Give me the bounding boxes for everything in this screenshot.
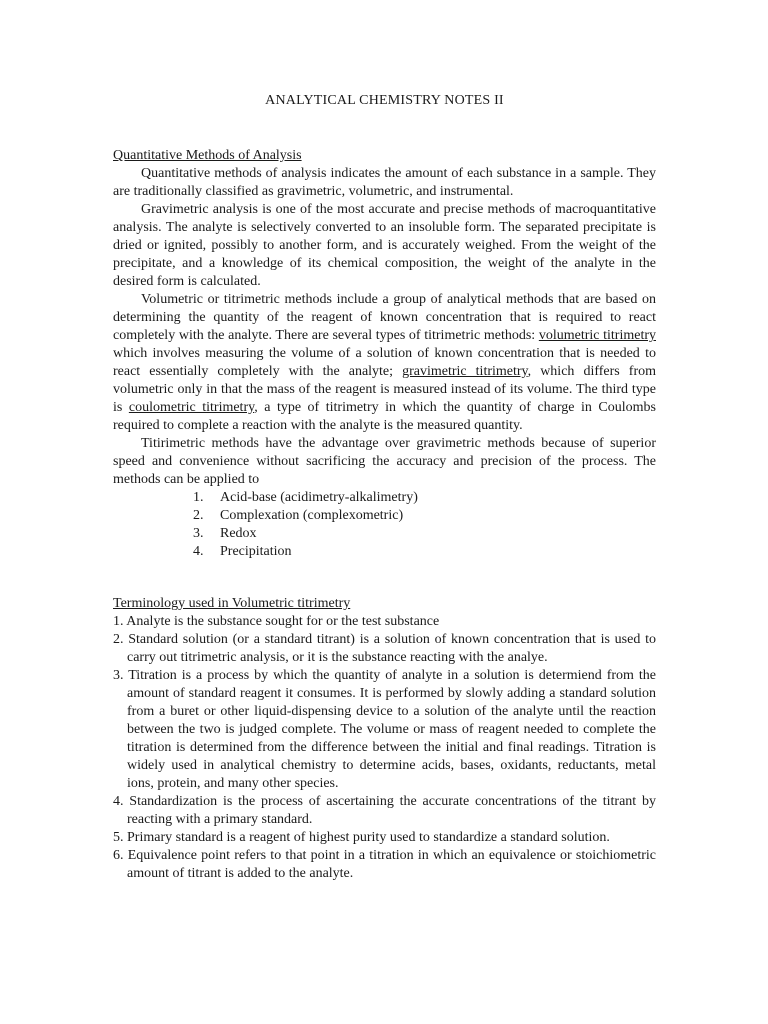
list-item: 1. Acid-base (acidimetry-alkalimetry): [193, 490, 418, 505]
paragraph-gravimetric-analysis: Gravimetric analysis is one of the most accurate and precise methods of macroquantitative analysis. The analyte is selectively converted to an insoluble form. The separated precipitate is dried or ignited, possibly to another form, and is accurately weighed. From the weight of the precipitate, and a knowledge of its chemical composition, the weight of the analyte in the desired form is calculated.: [113, 202, 656, 289]
section-terminology: [113, 595, 656, 883]
term-item-analyte: 1. Analyte is the substance sought for or the test substance: [113, 614, 440, 629]
term-volumetric-titrimetry: volumetric titrimetry: [538, 328, 656, 343]
paragraph-quantitative-intro: Quantitative methods of analysis indicates the amount of each substance in a sample. They are traditionally classified as gravimetric, volumetric, and instrumental.: [113, 166, 656, 199]
term-item-equivalence-point: 6. Equivalence point refers to that point in a titration in which an equivalence or stoichiometric amount of titrant is added to the analyte.: [113, 848, 656, 881]
list-item: 4. Precipitation: [193, 544, 292, 559]
section-heading-quantitative-methods: Quantitative Methods of Analysis: [113, 148, 302, 163]
methods-list: [113, 489, 656, 561]
term-item-standardization: 4. Standardization is the process of ascertaining the accurate concentrations of the titrant by reacting with a primary standard.: [113, 794, 656, 827]
term-gravimetric-titrimetry: gravimetric titrimetry: [402, 364, 528, 379]
paragraph-titrimetric-advantages: Titirimetric methods have the advantage over gravimetric methods because of superior speed and convenience without sacrificing the accuracy and precision of the process. The methods can be applied to: [113, 436, 656, 487]
term-item-standard-solution: 2. Standard solution (or a standard titrant) is a solution of known concentration that is used to carry out titrimetric analysis, or it is the substance reacting with the analye.: [113, 632, 656, 665]
term-coulometric-titrimetry: coulometric titrimetry: [128, 400, 255, 415]
section-quantitative-methods: [113, 147, 656, 561]
section-heading-terminology: Terminology used in Volumetric titrimetry: [113, 596, 351, 611]
list-item: 3. Redox: [193, 526, 257, 541]
term-item-titration: 3. Titration is a process by which the quantity of analyte in a solution is determiend from the amount of standard reagent it consumes. It is performed by slowly adding a standard solution from a buret or other liquid-dispensing device to a solution of the analyte until the reaction between the two is judged complete. The volume or mass of reagent needed to complete the titration is determined from the difference between the initial and final readings. Titration is widely used in analytical chemistry to determine acids, bases, oxidants, reductants, metal ions, protein, and many other species.: [113, 668, 656, 791]
document-title: ANALYTICAL CHEMISTRY NOTES II: [265, 93, 504, 108]
term-item-primary-standard: 5. Primary standard is a reagent of highest purity used to standardize a standard solution.: [113, 830, 610, 845]
paragraph-volumetric-methods: Volumetric or titrimetric methods include a group of analytical methods that are based on determining the quantity of the reagent of known concentration that is required to react completely with the analyte. There are several types of titrimetric methods: volumetric titrimetry which involves measuring the volume of a solution of known concentration that is needed to react essentially completely with the analyte; gravimetric titrimetry, which differs from volumetric only in that the mass of the reagent is measured instead of its volume. The third type is coulometric titrimetry, a type of titrimetry in which the quantity of charge in Coulombs required to complete a reaction with the analyte is the measured quantity.: [113, 292, 656, 433]
list-item: 2. Complexation (complexometric): [193, 508, 404, 523]
